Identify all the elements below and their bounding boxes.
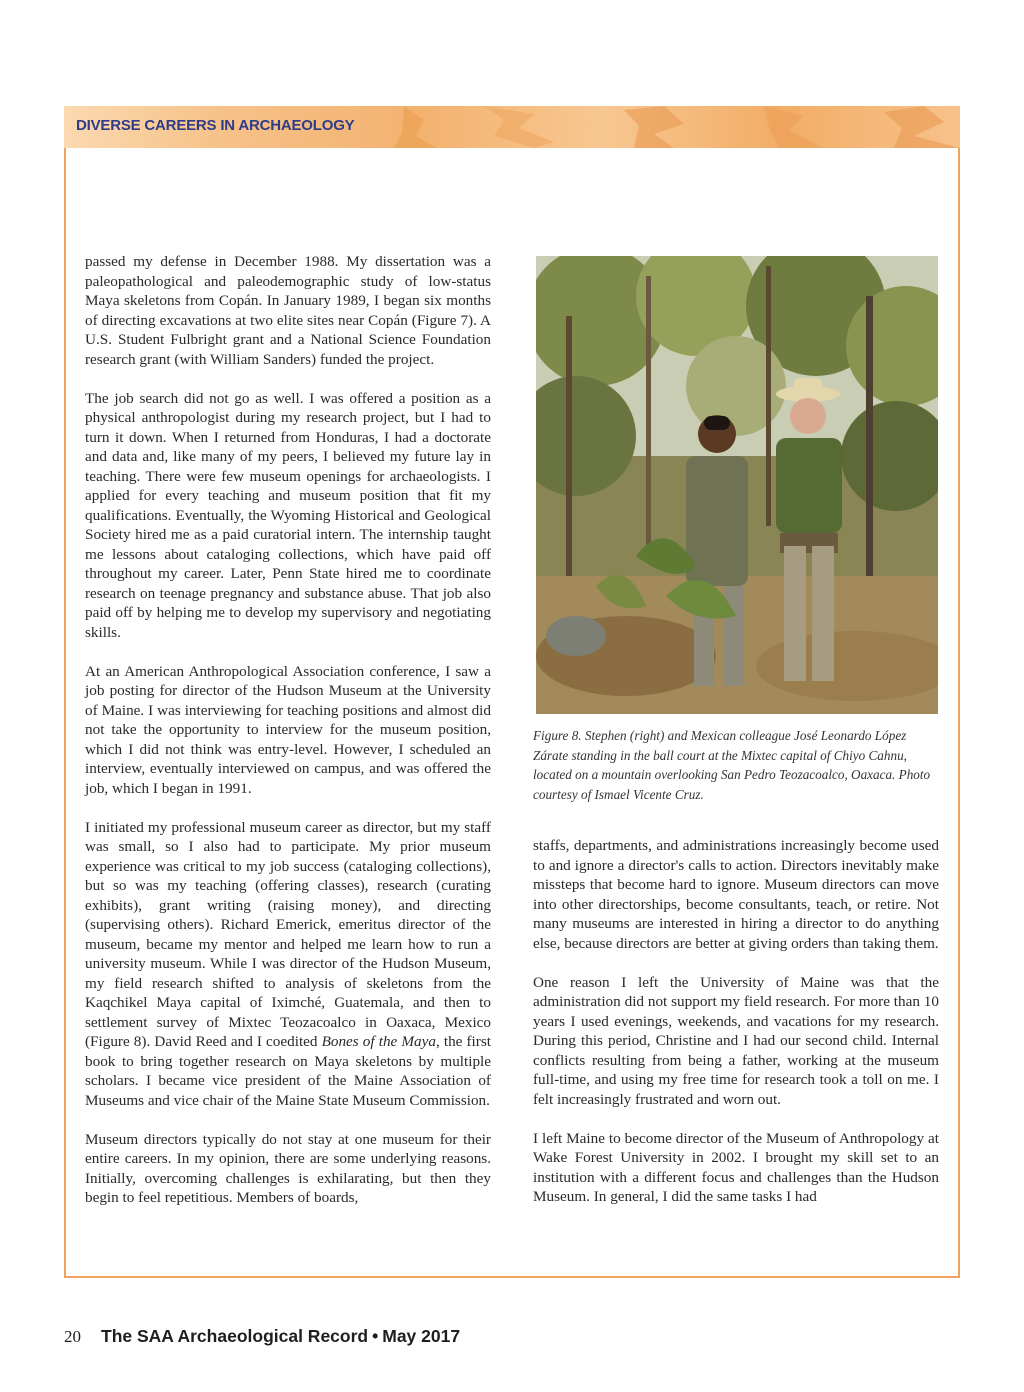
figure-caption: Figure 8. Stephen (right) and Mexican colleague José Leonardo López Zárate standing in the ball court at the Mixtec capital of Chiyo Cahnu, located on a mountain overlooking San Pedro Teozacoalco, Oaxaca. Photo courtesy of Ismael Vicente Cruz. xyxy=(533,728,931,802)
figure-photo xyxy=(536,256,938,714)
paragraph: One reason I left the University of Maine was that the administration did not support my field research. For more than 10 years I used evenings, weekends, and vacations for my research. During this period, Christine and I had our second child. Internal conflicts resulting from being a father, working at the museum full-time, and using my free time for research took a toll on me. I felt increasingly frustrated and worn out. xyxy=(533,973,939,1108)
left-column xyxy=(85,252,491,1208)
issue-date: May 2017 xyxy=(382,1326,461,1346)
paragraph: At an American Anthropological Association conference, I saw a job posting for director of the Hudson Museum at the University of Maine. I was interviewing for teaching positions and almost did not take the opportunity to interview for the museum position, which I did not think was entry-level. However, I scheduled an interview, eventually interviewed on campus, and was offered the job, which I began in 1991. xyxy=(85,662,491,797)
section-banner xyxy=(64,106,960,148)
text-run: I initiated my professional museum career as director, but my staff was small, so I also had to participate. My prior museum experience was critical to my job success (cataloging collections), but so was my teaching (offering classes), research (curating exhibits), grant writing (raising money), and directing (supervising others). Richard Emerick, emeritus director of the museum, became my mentor and helped me learn how to run a university museum. While I was director of the Hudson Museum, my field research shifted to analysis of skeletons from the Kaqchikel Maya capital of Iximché, Guatemala, and then to settlement survey of Mixtec Teozacoalco in Oaxaca, Mexico (Figure 8). David Reed and I coedited xyxy=(85,818,491,1050)
paragraph: staffs, departments, and administrations increasingly become used to and ignore a director's calls to action. Directors inevitably make missteps that become hard to ignore. Museum directors can move into other directorships, become consultants, teach, or retire. Not many museums are interested in hiring a director to do anything else, because directors are better at giving orders than taking them. xyxy=(533,837,939,952)
paragraph: The job search did not go as well. I was offered a position as a physical anthropologist during my research project, but I had to turn it down. When I returned from Honduras, I had a doctorate and data and, like many of my peers, I believed my future lay in teaching. There were few museum openings for archaeologists. I applied for every teaching and museum position that fit my qualifications. Eventually, the Wyoming Historical and Geological Society hired me as a paid curatorial intern. The internship taught me lessons about cataloging collections, which have paid off throughout my career. Later, Penn State hired me to coordinate research on teenage pregnancy and substance abuse. That job also paid off by helping me to develop my supervisory and negotiating skills. xyxy=(85,389,491,641)
publication-name: The SAA Archaeological Record xyxy=(101,1326,369,1346)
section-title: DIVERSE CAREERS IN ARCHAEOLOGY xyxy=(76,117,355,134)
right-column xyxy=(533,836,939,1207)
paragraph xyxy=(85,818,491,1111)
paragraph: Museum directors typically do not stay at one museum for their entire careers. In my opinion, there are some underlying reasons. Initially, overcoming challenges is exhilarating, but then they begin to feel repetitious. Members of boards, xyxy=(85,1130,491,1206)
page-footer xyxy=(64,1326,664,1347)
book-title: Bones of the Maya xyxy=(321,1033,436,1050)
forest-scene xyxy=(536,256,938,714)
text-run: , the first book to bring together research on Maya skeletons by multiple scholars. I became vice president of the Maine Association of Museums and vice chair of the Maine State Museum Commission. xyxy=(85,1033,491,1109)
paragraph: passed my defense in December 1988. My dissertation was a paleopathological and paleodemographic study of low-status Maya skeletons from Copán. In January 1989, I began six months of directing excavations at two elite sites near Copán (Figure 7). A U.S. Student Fulbright grant and a National Science Foundation research grant (with William Sanders) funded the project. xyxy=(85,253,491,368)
page-number: 20 xyxy=(64,1327,81,1346)
paragraph: I left Maine to become director of the Museum of Anthropology at Wake Forest University in 2002. I brought my skill set to an institution with a different focus and challenges than the Hudson Museum. In general, I did the same tasks I had xyxy=(533,1129,939,1205)
footer-bullet: • xyxy=(372,1326,379,1346)
